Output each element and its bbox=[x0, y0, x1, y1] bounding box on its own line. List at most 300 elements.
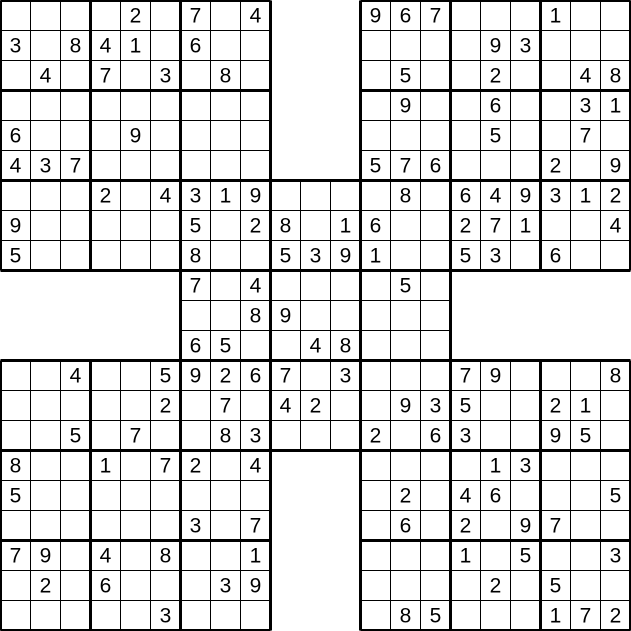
cell-r2-c9[interactable] bbox=[241, 31, 271, 61]
cell-r16-c15[interactable] bbox=[421, 451, 451, 481]
cell-r4-c7[interactable] bbox=[181, 91, 211, 121]
cells-layer bbox=[1, 1, 631, 631]
given-digit-r1-c19: 1 bbox=[549, 4, 562, 28]
given-digit-r19-c16: 1 bbox=[459, 544, 472, 568]
cell-r5-c6[interactable] bbox=[151, 121, 181, 151]
cell-r21-c4[interactable] bbox=[91, 601, 121, 631]
given-digit-r2-c5: 1 bbox=[129, 34, 142, 58]
cell-r3-c7[interactable] bbox=[181, 61, 211, 91]
given-digit-r8-c10: 8 bbox=[279, 214, 292, 238]
cell-r5-c14[interactable] bbox=[391, 121, 421, 151]
given-digit-r7-c16: 6 bbox=[459, 184, 472, 208]
given-digit-r7-c8: 1 bbox=[219, 184, 232, 208]
cell-r13-c11[interactable] bbox=[301, 361, 331, 391]
given-digit-r6-c21: 9 bbox=[609, 154, 622, 178]
cell-r2-c16[interactable] bbox=[451, 31, 481, 61]
cell-r16-c13[interactable] bbox=[361, 451, 391, 481]
cell-r8-c2[interactable] bbox=[31, 211, 61, 241]
cell-r1-c3[interactable] bbox=[61, 1, 91, 31]
cell-r4-c4[interactable] bbox=[91, 91, 121, 121]
cell-r8-c19[interactable] bbox=[541, 211, 571, 241]
given-digit-r14-c8: 7 bbox=[219, 394, 232, 418]
given-digit-r18-c16: 2 bbox=[459, 514, 472, 538]
given-digit-r9-c1: 5 bbox=[9, 244, 22, 268]
cell-r14-c21[interactable] bbox=[601, 391, 631, 421]
given-digit-r3-c14: 5 bbox=[399, 64, 412, 88]
cell-r19-c5[interactable] bbox=[121, 541, 151, 571]
cell-r6-c17[interactable] bbox=[481, 151, 511, 181]
cell-r16-c16[interactable] bbox=[451, 451, 481, 481]
cell-r11-c14[interactable] bbox=[391, 301, 421, 331]
cell-r1-c18[interactable] bbox=[511, 1, 541, 31]
given-digit-r12-c12: 8 bbox=[339, 334, 352, 358]
cell-r20-c6[interactable] bbox=[151, 571, 181, 601]
cell-r19-c3[interactable] bbox=[61, 541, 91, 571]
cell-r2-c15[interactable] bbox=[421, 31, 451, 61]
cell-r1-c21[interactable] bbox=[601, 1, 631, 31]
cell-r13-c1[interactable] bbox=[1, 361, 31, 391]
cell-r3-c19[interactable] bbox=[541, 61, 571, 91]
cell-r11-c12[interactable] bbox=[331, 301, 361, 331]
given-digit-r7-c4: 2 bbox=[99, 184, 112, 208]
cell-r4-c3[interactable] bbox=[61, 91, 91, 121]
cell-r17-c15[interactable] bbox=[421, 481, 451, 511]
given-digit-r18-c19: 7 bbox=[549, 514, 562, 538]
cell-r20-c20[interactable] bbox=[571, 571, 601, 601]
given-digit-r19-c18: 5 bbox=[519, 544, 532, 568]
cell-r17-c7[interactable] bbox=[181, 481, 211, 511]
given-digit-r2-c1: 3 bbox=[9, 34, 22, 58]
cell-r11-c7[interactable] bbox=[181, 301, 211, 331]
cell-r17-c18[interactable] bbox=[511, 481, 541, 511]
cell-r14-c4[interactable] bbox=[91, 391, 121, 421]
cell-r16-c8[interactable] bbox=[211, 451, 241, 481]
cell-r1-c16[interactable] bbox=[451, 1, 481, 31]
cell-r1-c6[interactable] bbox=[151, 1, 181, 31]
given-digit-r18-c7: 3 bbox=[189, 514, 202, 538]
cell-r6-c18[interactable] bbox=[511, 151, 541, 181]
cell-r6-c8[interactable] bbox=[211, 151, 241, 181]
given-digit-r6-c1: 4 bbox=[9, 154, 22, 178]
cell-r10-c11[interactable] bbox=[301, 271, 331, 301]
cell-r3-c13[interactable] bbox=[361, 61, 391, 91]
cell-r4-c9[interactable] bbox=[241, 91, 271, 121]
cell-r21-c3[interactable] bbox=[61, 601, 91, 631]
given-digit-r6-c14: 7 bbox=[399, 154, 412, 178]
given-digit-r9-c7: 8 bbox=[189, 244, 202, 268]
given-digit-r13-c3: 4 bbox=[69, 364, 82, 388]
given-digit-r4-c21: 1 bbox=[609, 94, 622, 118]
given-digit-r12-c11: 4 bbox=[309, 334, 322, 358]
cell-r5-c7[interactable] bbox=[181, 121, 211, 151]
cell-r4-c16[interactable] bbox=[451, 91, 481, 121]
cell-r21-c8[interactable] bbox=[211, 601, 241, 631]
cell-r1-c4[interactable] bbox=[91, 1, 121, 31]
cell-r4-c1[interactable] bbox=[1, 91, 31, 121]
cell-r12-c15[interactable] bbox=[421, 331, 451, 361]
cell-r18-c4[interactable] bbox=[91, 511, 121, 541]
cell-r10-c13[interactable] bbox=[361, 271, 391, 301]
cell-r18-c2[interactable] bbox=[31, 511, 61, 541]
cell-r15-c21[interactable] bbox=[601, 421, 631, 451]
cell-r6-c5[interactable] bbox=[121, 151, 151, 181]
cell-r15-c2[interactable] bbox=[31, 421, 61, 451]
given-digit-r16-c1: 8 bbox=[9, 454, 22, 478]
given-digit-r20-c19: 5 bbox=[549, 574, 562, 598]
given-digit-r18-c18: 9 bbox=[519, 514, 532, 538]
given-digit-r19-c21: 3 bbox=[609, 544, 622, 568]
cell-r7-c10[interactable] bbox=[271, 181, 301, 211]
cell-r5-c21[interactable] bbox=[601, 121, 631, 151]
cell-r5-c8[interactable] bbox=[211, 121, 241, 151]
cell-r8-c8[interactable] bbox=[211, 211, 241, 241]
given-digit-r19-c1: 7 bbox=[9, 544, 22, 568]
cell-r20-c5[interactable] bbox=[121, 571, 151, 601]
cell-r18-c3[interactable] bbox=[61, 511, 91, 541]
cell-r17-c3[interactable] bbox=[61, 481, 91, 511]
cell-r4-c6[interactable] bbox=[151, 91, 181, 121]
cell-r15-c18[interactable] bbox=[511, 421, 541, 451]
cell-r7-c1[interactable] bbox=[1, 181, 31, 211]
given-digit-r13-c8: 2 bbox=[219, 364, 232, 388]
cell-r6-c6[interactable] bbox=[151, 151, 181, 181]
cell-r19-c20[interactable] bbox=[571, 541, 601, 571]
given-digit-r8-c7: 5 bbox=[189, 214, 202, 238]
cell-r14-c13[interactable] bbox=[361, 391, 391, 421]
cell-r16-c14[interactable] bbox=[391, 451, 421, 481]
cell-r18-c13[interactable] bbox=[361, 511, 391, 541]
cell-r9-c8[interactable] bbox=[211, 241, 241, 271]
cell-r19-c14[interactable] bbox=[391, 541, 421, 571]
cell-r18-c21[interactable] bbox=[601, 511, 631, 541]
cell-r8-c15[interactable] bbox=[421, 211, 451, 241]
cell-r14-c2[interactable] bbox=[31, 391, 61, 421]
given-digit-r14-c19: 2 bbox=[549, 394, 562, 418]
cell-r3-c15[interactable] bbox=[421, 61, 451, 91]
given-digit-r2-c4: 4 bbox=[99, 34, 112, 58]
cell-r15-c12[interactable] bbox=[331, 421, 361, 451]
given-digit-r3-c6: 3 bbox=[159, 64, 172, 88]
cell-r16-c3[interactable] bbox=[61, 451, 91, 481]
given-digit-r21-c14: 8 bbox=[399, 604, 412, 628]
cell-r1-c1[interactable] bbox=[1, 1, 31, 31]
cell-r3-c1[interactable] bbox=[1, 61, 31, 91]
cell-r5-c4[interactable] bbox=[91, 121, 121, 151]
cell-r1-c2[interactable] bbox=[31, 1, 61, 31]
cell-r14-c18[interactable] bbox=[511, 391, 541, 421]
cell-r9-c5[interactable] bbox=[121, 241, 151, 271]
cell-r5-c3[interactable] bbox=[61, 121, 91, 151]
cell-r17-c4[interactable] bbox=[91, 481, 121, 511]
cell-r19-c15[interactable] bbox=[421, 541, 451, 571]
given-digit-r8-c12: 1 bbox=[339, 214, 352, 238]
cell-r18-c17[interactable] bbox=[481, 511, 511, 541]
cell-r7-c3[interactable] bbox=[61, 181, 91, 211]
given-digit-r9-c13: 1 bbox=[369, 244, 382, 268]
given-digit-r14-c16: 5 bbox=[459, 394, 472, 418]
given-digit-r7-c6: 4 bbox=[159, 184, 172, 208]
given-digit-r3-c2: 4 bbox=[39, 64, 52, 88]
cell-r7-c2[interactable] bbox=[31, 181, 61, 211]
given-digit-r14-c10: 4 bbox=[279, 394, 292, 418]
cell-r14-c7[interactable] bbox=[181, 391, 211, 421]
cell-r12-c10[interactable] bbox=[271, 331, 301, 361]
cell-r19-c17[interactable] bbox=[481, 541, 511, 571]
given-digit-r1-c15: 7 bbox=[429, 4, 442, 28]
cell-r8-c5[interactable] bbox=[121, 211, 151, 241]
cell-r3-c9[interactable] bbox=[241, 61, 271, 91]
given-digit-r19-c4: 4 bbox=[99, 544, 112, 568]
cell-r17-c8[interactable] bbox=[211, 481, 241, 511]
cell-r8-c11[interactable] bbox=[301, 211, 331, 241]
cell-r1-c8[interactable] bbox=[211, 1, 241, 31]
cell-r4-c2[interactable] bbox=[31, 91, 61, 121]
cell-r18-c1[interactable] bbox=[1, 511, 31, 541]
cell-r21-c13[interactable] bbox=[361, 601, 391, 631]
given-digit-r14-c20: 1 bbox=[579, 394, 592, 418]
given-digit-r17-c1: 5 bbox=[9, 484, 22, 508]
given-digit-r9-c11: 3 bbox=[309, 244, 322, 268]
cell-r9-c4[interactable] bbox=[91, 241, 121, 271]
cell-r15-c7[interactable] bbox=[181, 421, 211, 451]
cell-r7-c11[interactable] bbox=[301, 181, 331, 211]
cell-r21-c18[interactable] bbox=[511, 601, 541, 631]
cell-r5-c16[interactable] bbox=[451, 121, 481, 151]
cell-r2-c6[interactable] bbox=[151, 31, 181, 61]
given-digit-r20-c2: 2 bbox=[39, 574, 52, 598]
cell-r12-c9[interactable] bbox=[241, 331, 271, 361]
cell-r5-c15[interactable] bbox=[421, 121, 451, 151]
cell-r17-c20[interactable] bbox=[571, 481, 601, 511]
cell-r6-c4[interactable] bbox=[91, 151, 121, 181]
cell-r21-c2[interactable] bbox=[31, 601, 61, 631]
cell-r18-c8[interactable] bbox=[211, 511, 241, 541]
given-digit-r17-c21: 5 bbox=[609, 484, 622, 508]
given-digit-r10-c14: 5 bbox=[399, 274, 412, 298]
cell-r21-c9[interactable] bbox=[241, 601, 271, 631]
cell-r9-c2[interactable] bbox=[31, 241, 61, 271]
cell-r14-c1[interactable] bbox=[1, 391, 31, 421]
cell-r9-c18[interactable] bbox=[511, 241, 541, 271]
cell-r6-c20[interactable] bbox=[571, 151, 601, 181]
given-digit-r15-c13: 2 bbox=[369, 424, 382, 448]
cell-r17-c6[interactable] bbox=[151, 481, 181, 511]
cell-r19-c7[interactable] bbox=[181, 541, 211, 571]
cell-r14-c3[interactable] bbox=[61, 391, 91, 421]
cell-r7-c5[interactable] bbox=[121, 181, 151, 211]
cell-r15-c1[interactable] bbox=[1, 421, 31, 451]
cell-r3-c3[interactable] bbox=[61, 61, 91, 91]
cell-r21-c16[interactable] bbox=[451, 601, 481, 631]
cell-r18-c20[interactable] bbox=[571, 511, 601, 541]
cell-r13-c13[interactable] bbox=[361, 361, 391, 391]
cell-r13-c5[interactable] bbox=[121, 361, 151, 391]
cell-r13-c2[interactable] bbox=[31, 361, 61, 391]
given-digit-r8-c21: 4 bbox=[609, 214, 622, 238]
cell-r4-c8[interactable] bbox=[211, 91, 241, 121]
cell-r7-c13[interactable] bbox=[361, 181, 391, 211]
cell-r9-c14[interactable] bbox=[391, 241, 421, 271]
cell-r20-c14[interactable] bbox=[391, 571, 421, 601]
cell-r9-c9[interactable] bbox=[241, 241, 271, 271]
cell-r2-c21[interactable] bbox=[601, 31, 631, 61]
cell-r11-c8[interactable] bbox=[211, 301, 241, 331]
cell-r21-c17[interactable] bbox=[481, 601, 511, 631]
cell-r16-c20[interactable] bbox=[571, 451, 601, 481]
cell-r3-c5[interactable] bbox=[121, 61, 151, 91]
cell-r6-c16[interactable] bbox=[451, 151, 481, 181]
cell-r8-c6[interactable] bbox=[151, 211, 181, 241]
cell-r3-c16[interactable] bbox=[451, 61, 481, 91]
cell-r13-c15[interactable] bbox=[421, 361, 451, 391]
cell-r15-c6[interactable] bbox=[151, 421, 181, 451]
given-digit-r1-c14: 6 bbox=[399, 4, 412, 28]
given-digit-r9-c12: 9 bbox=[339, 244, 352, 268]
given-digit-r8-c18: 1 bbox=[519, 214, 532, 238]
cell-r20-c21[interactable] bbox=[601, 571, 631, 601]
cell-r17-c13[interactable] bbox=[361, 481, 391, 511]
cell-r20-c16[interactable] bbox=[451, 571, 481, 601]
cell-r18-c15[interactable] bbox=[421, 511, 451, 541]
cell-r8-c20[interactable] bbox=[571, 211, 601, 241]
given-digit-r3-c8: 8 bbox=[219, 64, 232, 88]
given-digit-r21-c21: 2 bbox=[609, 604, 622, 628]
cell-r12-c14[interactable] bbox=[391, 331, 421, 361]
cell-r16-c5[interactable] bbox=[121, 451, 151, 481]
cell-r14-c5[interactable] bbox=[121, 391, 151, 421]
cell-r11-c15[interactable] bbox=[421, 301, 451, 331]
cell-r3-c18[interactable] bbox=[511, 61, 541, 91]
cell-r15-c17[interactable] bbox=[481, 421, 511, 451]
given-digit-r15-c16: 3 bbox=[459, 424, 472, 448]
given-digit-r11-c9: 8 bbox=[249, 304, 262, 328]
cell-r5-c13[interactable] bbox=[361, 121, 391, 151]
cell-r20-c7[interactable] bbox=[181, 571, 211, 601]
cell-r17-c19[interactable] bbox=[541, 481, 571, 511]
cell-r13-c19[interactable] bbox=[541, 361, 571, 391]
cell-r20-c1[interactable] bbox=[1, 571, 31, 601]
cell-r6-c9[interactable] bbox=[241, 151, 271, 181]
cell-r4-c18[interactable] bbox=[511, 91, 541, 121]
cell-r5-c19[interactable] bbox=[541, 121, 571, 151]
cell-r21-c5[interactable] bbox=[121, 601, 151, 631]
cell-r17-c2[interactable] bbox=[31, 481, 61, 511]
cell-r19-c19[interactable] bbox=[541, 541, 571, 571]
cell-r21-c7[interactable] bbox=[181, 601, 211, 631]
cell-r7-c12[interactable] bbox=[331, 181, 361, 211]
cell-r9-c20[interactable] bbox=[571, 241, 601, 271]
cell-r7-c15[interactable] bbox=[421, 181, 451, 211]
cell-r18-c5[interactable] bbox=[121, 511, 151, 541]
cell-r17-c5[interactable] bbox=[121, 481, 151, 511]
cell-r19-c8[interactable] bbox=[211, 541, 241, 571]
given-digit-r3-c17: 2 bbox=[489, 64, 502, 88]
cell-r15-c14[interactable] bbox=[391, 421, 421, 451]
cell-r10-c10[interactable] bbox=[271, 271, 301, 301]
cell-r4-c5[interactable] bbox=[121, 91, 151, 121]
given-digit-r2-c18: 3 bbox=[519, 34, 532, 58]
given-digit-r5-c20: 7 bbox=[579, 124, 592, 148]
cell-r8-c14[interactable] bbox=[391, 211, 421, 241]
cell-r9-c15[interactable] bbox=[421, 241, 451, 271]
given-digit-r16-c6: 7 bbox=[159, 454, 172, 478]
cell-r15-c4[interactable] bbox=[91, 421, 121, 451]
cell-r15-c11[interactable] bbox=[301, 421, 331, 451]
given-digit-r9-c17: 3 bbox=[489, 244, 502, 268]
cell-r8-c3[interactable] bbox=[61, 211, 91, 241]
cell-r1-c17[interactable] bbox=[481, 1, 511, 31]
given-digit-r21-c20: 7 bbox=[579, 604, 592, 628]
cell-r19-c13[interactable] bbox=[361, 541, 391, 571]
cell-r21-c1[interactable] bbox=[1, 601, 31, 631]
cell-r2-c19[interactable] bbox=[541, 31, 571, 61]
given-digit-r5-c5: 9 bbox=[129, 124, 142, 148]
cell-r5-c18[interactable] bbox=[511, 121, 541, 151]
cell-r8-c4[interactable] bbox=[91, 211, 121, 241]
cell-r9-c6[interactable] bbox=[151, 241, 181, 271]
cell-r6-c7[interactable] bbox=[181, 151, 211, 181]
cell-r20-c13[interactable] bbox=[361, 571, 391, 601]
cell-r2-c2[interactable] bbox=[31, 31, 61, 61]
cell-r1-c20[interactable] bbox=[571, 1, 601, 31]
cell-r14-c12[interactable] bbox=[331, 391, 361, 421]
cell-r5-c2[interactable] bbox=[31, 121, 61, 151]
given-digit-r9-c19: 6 bbox=[549, 244, 562, 268]
cell-r2-c8[interactable] bbox=[211, 31, 241, 61]
cell-r9-c21[interactable] bbox=[601, 241, 631, 271]
cell-r2-c20[interactable] bbox=[571, 31, 601, 61]
cell-r10-c8[interactable] bbox=[211, 271, 241, 301]
cell-r17-c9[interactable] bbox=[241, 481, 271, 511]
cell-r5-c9[interactable] bbox=[241, 121, 271, 151]
cell-r11-c11[interactable] bbox=[301, 301, 331, 331]
cell-r20-c15[interactable] bbox=[421, 571, 451, 601]
cell-r16-c2[interactable] bbox=[31, 451, 61, 481]
cell-r12-c13[interactable] bbox=[361, 331, 391, 361]
cell-r16-c21[interactable] bbox=[601, 451, 631, 481]
cell-r13-c14[interactable] bbox=[391, 361, 421, 391]
cell-r10-c15[interactable] bbox=[421, 271, 451, 301]
cell-r9-c3[interactable] bbox=[61, 241, 91, 271]
cell-r10-c12[interactable] bbox=[331, 271, 361, 301]
given-digit-r3-c21: 8 bbox=[609, 64, 622, 88]
cell-r15-c10[interactable] bbox=[271, 421, 301, 451]
cell-r13-c18[interactable] bbox=[511, 361, 541, 391]
given-digit-r7-c7: 3 bbox=[189, 184, 202, 208]
cell-r20-c18[interactable] bbox=[511, 571, 541, 601]
cell-r2-c14[interactable] bbox=[391, 31, 421, 61]
cell-r13-c4[interactable] bbox=[91, 361, 121, 391]
cell-r14-c9[interactable] bbox=[241, 391, 271, 421]
cell-r14-c17[interactable] bbox=[481, 391, 511, 421]
cell-r13-c20[interactable] bbox=[571, 361, 601, 391]
given-digit-r18-c14: 6 bbox=[399, 514, 412, 538]
cell-r2-c13[interactable] bbox=[361, 31, 391, 61]
given-digit-r14-c14: 9 bbox=[399, 394, 412, 418]
given-digit-r9-c16: 5 bbox=[459, 244, 472, 268]
given-digit-r6-c15: 6 bbox=[429, 154, 442, 178]
cell-r16-c19[interactable] bbox=[541, 451, 571, 481]
cell-r4-c19[interactable] bbox=[541, 91, 571, 121]
cell-r11-c13[interactable] bbox=[361, 301, 391, 331]
given-digit-r8-c13: 6 bbox=[369, 214, 382, 238]
cell-r4-c15[interactable] bbox=[421, 91, 451, 121]
given-digit-r2-c3: 8 bbox=[69, 34, 82, 58]
cell-r18-c6[interactable] bbox=[151, 511, 181, 541]
cell-r4-c13[interactable] bbox=[361, 91, 391, 121]
cell-r20-c3[interactable] bbox=[61, 571, 91, 601]
given-digit-r16-c4: 1 bbox=[99, 454, 112, 478]
